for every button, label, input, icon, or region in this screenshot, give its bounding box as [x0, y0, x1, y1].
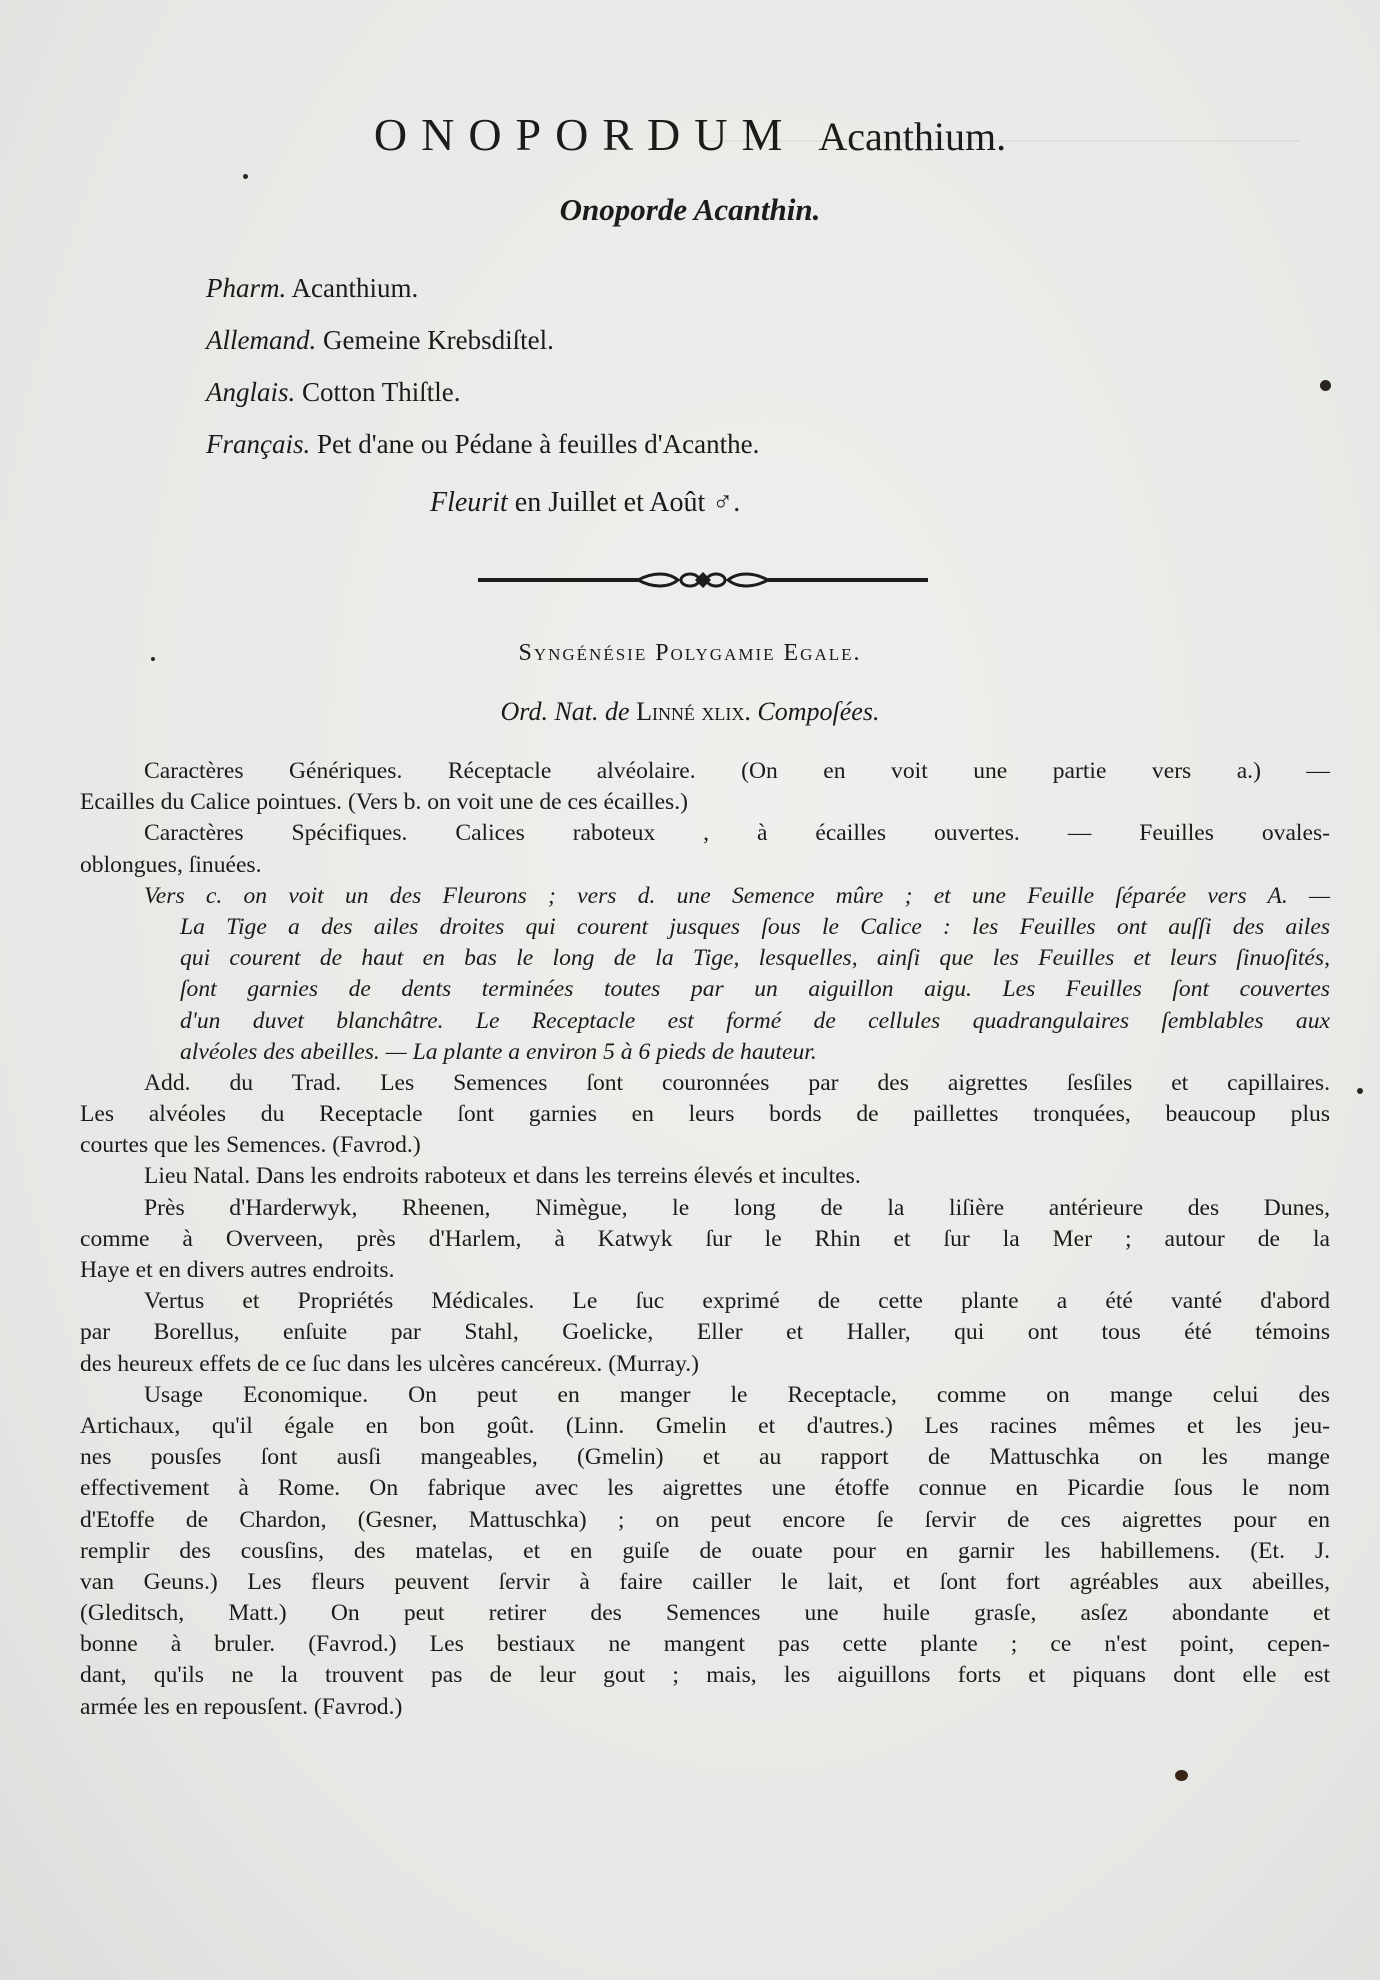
name-value: Acanthium.	[291, 273, 419, 303]
text-line: alvéoles des abeilles. — La plante a environ 5 à 6 pieds de hauteur.	[180, 1038, 817, 1065]
ink-speck	[243, 174, 248, 179]
name-language: Pharm.	[206, 273, 287, 303]
text-line: Add. du Trad. Les Semences ſont couronnées par des aigrettes ſesſiles et capillaires.	[144, 1069, 1330, 1096]
text-line: La Tige a des ailes droites qui courent jusques ſous le Calice : les Feuilles ont auſſi des ailes	[180, 913, 1330, 940]
text-line: des heureux effets de ce ſuc dans les ulcères cancéreux. (Murray.)	[80, 1350, 700, 1377]
ink-speck	[1357, 1088, 1363, 1094]
text-line: Près d'Harderwyk, Rheenen, Nimègue, le long de la liſière antérieure des Dunes,	[144, 1194, 1330, 1221]
text-line: ſont garnies de dents terminées toutes par un aiguillon aigu. Les Feuilles ſont couvertes	[180, 976, 1330, 1003]
text-line: Caractères Spécifiques. Calices raboteux , à écailles ouvertes. — Feuilles ovales-	[144, 820, 1330, 847]
name-language: Anglais.	[206, 377, 296, 407]
text-line: d'Etoffe de Chardon, (Gesner, Mattuschka) ; on peut encore ſe ſervir de ces aigrettes pour en	[80, 1506, 1330, 1533]
text-line: effectivement à Rome. On fabrique avec les aigrettes une étoffe connue en Picardie ſous le nom	[80, 1475, 1330, 1502]
order-name: Linné xlix.	[636, 697, 751, 726]
name-value: Gemeine Krebsdiſtel.	[322, 325, 554, 355]
text-line: Les alvéoles du Receptacle ſont garnies en leurs bords de paillettes tronquées, beaucoup plus	[80, 1101, 1330, 1128]
name-row	[206, 366, 759, 418]
text-line: van Geuns.) Les fleurs peuvent ſervir à faire cailler le lait, et ſont fort agréables aux abeilles,	[80, 1568, 1330, 1595]
name-value: Pet d'ane ou Pédane à feuilles d'Acanthe.	[317, 429, 760, 459]
name-language: Allemand.	[206, 325, 317, 355]
text-line: courtes que les Semences. (Favrod.)	[80, 1132, 421, 1159]
text-line: nes pousſes ſont ausſi mangeables, (Gmelin) et au rapport de Mattuschka on les mange	[80, 1444, 1330, 1471]
text-line: d'un duvet blanchâtre. Le Receptacle est formé de cellules quadrangulaires ſemblables aux	[180, 1007, 1330, 1034]
name-row	[206, 418, 759, 470]
species-name: Acanthium.	[818, 114, 1007, 159]
flowering-line	[430, 487, 740, 519]
flowering-text: en Juillet et Août	[514, 487, 706, 518]
ink-speck	[151, 657, 155, 661]
text-line: par Borellus, enſuite par Stahl, Goelicke, Eller et Haller, qui ont tous été témoins	[80, 1319, 1330, 1346]
page-title	[0, 108, 1380, 161]
text-line: Usage Economique. On peut en manger le Receptacle, comme on mange celui des	[144, 1381, 1330, 1408]
name-row	[206, 314, 759, 366]
male-symbol: ♂.	[712, 487, 741, 518]
text-line: Vers c. on voit un des Fleurons ; vers d. une Semence mûre ; et une Feuille ſéparée vers A. —	[144, 882, 1330, 909]
vernacular-names	[206, 262, 759, 470]
order-prefix: Ord. Nat. de	[500, 697, 630, 726]
text-line: Lieu Natal. Dans les endroits raboteux et dans les terreins élevés et incultes.	[144, 1163, 861, 1190]
text-line: (Gleditsch, Matt.) On peut retirer des Semences une huile grasſe, asſez abondante et	[80, 1600, 1330, 1627]
text-line: armée les en repousſent. (Favrod.)	[80, 1693, 403, 1720]
ornament-divider-icon	[478, 568, 928, 592]
text-line: qui courent de haut en bas le long de la Tige, lesquelles, ainſi que les Feuilles et leurs ſinuoſités,	[180, 945, 1330, 972]
name-value: Cotton Thiſtle.	[302, 377, 461, 407]
genus-name: ONOPORDUM	[373, 109, 797, 160]
ink-speck	[1320, 380, 1331, 391]
flowering-label: Fleurit	[430, 487, 508, 518]
text-line: Artichaux, qu'il égale en bon goût. (Linn. Gmelin et d'autres.) Les racines mêmes et les jeu-	[80, 1412, 1330, 1439]
name-row	[206, 262, 759, 314]
text-line: Ecailles du Calice pointues. (Vers b. on voit une de ces écailles.)	[80, 789, 688, 816]
description-text	[80, 756, 1330, 1723]
text-line: Caractères Génériques. Réceptacle alvéolaire. (On en voit une partie vers a.) —	[144, 758, 1330, 784]
text-line: dant, qu'ils ne la trouvent pas de leur gout ; mais, les aiguillons forts et piquans dont elle est	[80, 1662, 1330, 1689]
name-language: Français.	[206, 429, 311, 459]
text-line: comme à Overveen, près d'Harlem, à Katwyk ſur le Rhin et ſur la Mer ; autour de la	[80, 1225, 1330, 1252]
text-line: oblongues, ſinuées.	[80, 851, 262, 878]
text-line: bonne à bruler. (Favrod.) Les bestiaux ne mangent pas cette plante ; ce n'est point, cepen-	[80, 1631, 1330, 1658]
text-line: Vertus et Propriétés Médicales. Le ſuc exprimé de cette plante a été vanté d'abord	[144, 1288, 1330, 1315]
classification: Syngénésie Polygamie Egale.	[518, 640, 862, 666]
text-line: remplir des cousſins, des matelas, et en guiſe de ouate pour en garnir les habillemens. (Et. J.	[80, 1537, 1330, 1564]
natural-order	[0, 697, 1380, 727]
text-line: Haye et en divers autres endroits.	[80, 1257, 395, 1283]
order-suffix: Compoſées.	[757, 697, 880, 726]
french-name: Onoporde Acanthin.	[559, 192, 821, 227]
ink-speck	[1175, 1770, 1188, 1781]
